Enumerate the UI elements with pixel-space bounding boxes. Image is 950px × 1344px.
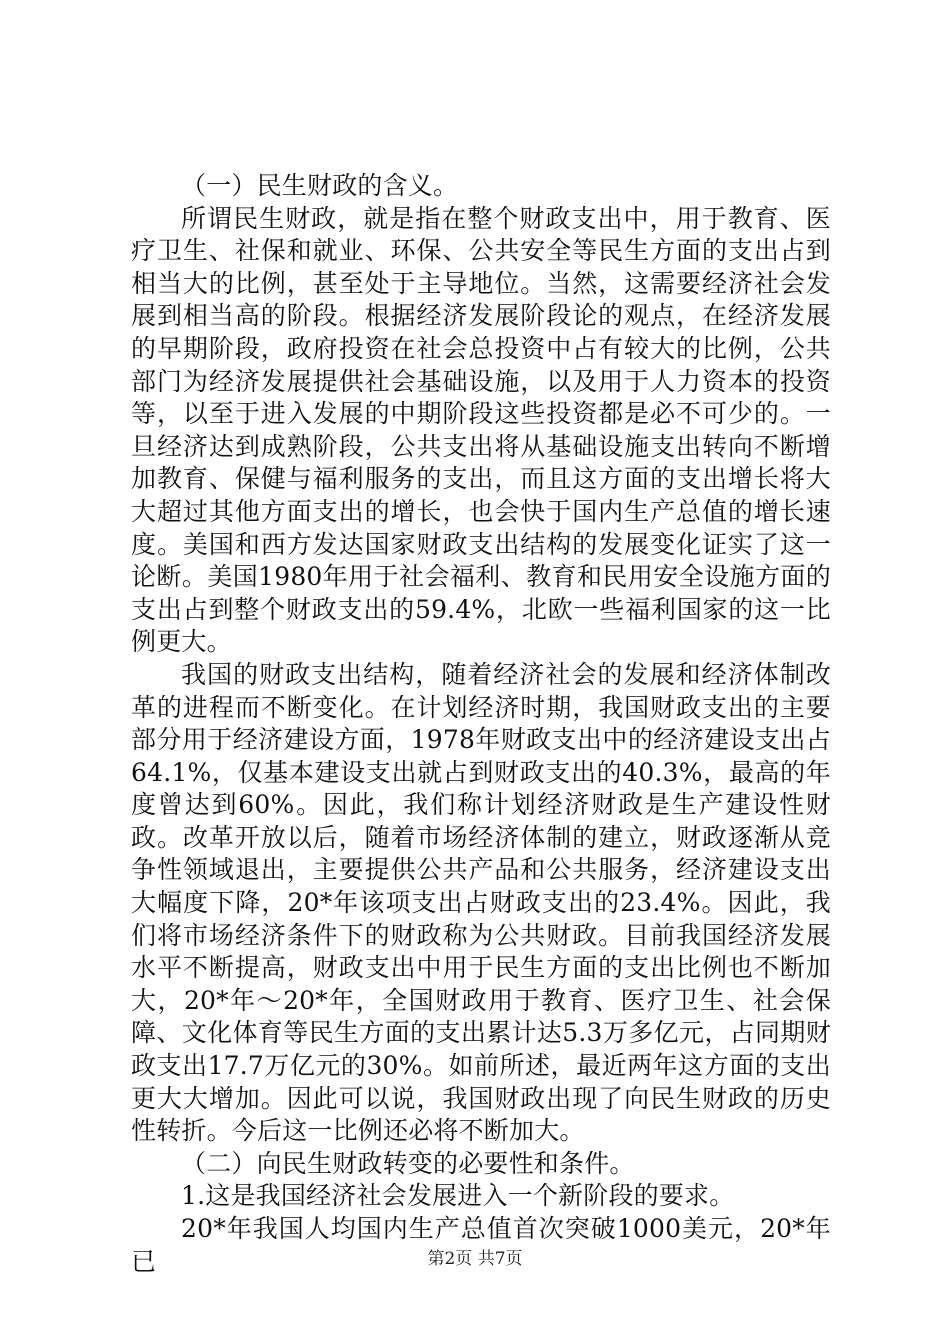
paragraph: 所谓民生财政，就是指在整个财政支出中，用于教育、医疗卫生、社保和就业、环保、公共安全等民生方面的支出占到相当大的比例，甚至处于主导地位。当然，这需要经济社会发展到相当高的阶段。根据经济发展阶段论的观点，在经济发展的早期阶段，政府投资在社会总投资中占有较大的比例，公共部门为经济发展提供社会基础设施，以及用于人力资本的投资等，以至于进入发展的中期阶段这些投资都是必不可少的。一旦经济达到成熟阶段，公共支出将从基础设施支出转向不断增加教育、保健与福利服务的支出，而且这方面的支出增长将大大超过其他方面支出的增长，也会快于国内生产总值的增长速度。美国和西方发达国家财政支出结构的发展变化证实了这一论断。美国1980年用于社会福利、教育和民用安全设施方面的支出占到整个财政支出的59.4%，北欧一些福利国家的这一比例更大。 [131, 203, 831, 657]
section-heading-2: （二）向民生财政转变的必要性和条件。 [181, 1148, 635, 1178]
page-number-footer: 第2页 共7页 [427, 1249, 523, 1269]
document-body [131, 170, 831, 1278]
numbered-heading: 1.这是我国经济社会发展进入一个新阶段的要求。 [181, 1181, 735, 1211]
paragraph: 20*年我国人均国内生产总值首次突破1000美元，20*年已 [131, 1214, 831, 1276]
paragraph: 我国的财政支出结构，随着经济社会的发展和经济体制改革的进程而不断变化。在计划经济时期，我国财政支出的主要部分用于经济建设方面，1978年财政支出中的经济建设支出占64.1%，仅基本建设支出就占到财政支出的40.3%，最高的年度曾达到60%。因此，我们称计划经济财政是生产建设性财政。改革开放以后，随着市场经济体制的建立，财政逐渐从竞争性领域退出，主要提供公共产品和公共服务，经济建设支出大幅度下降，20*年该项支出占财政支出的23.4%。因此，我们将市场经济条件下的财政称为公共财政。目前我国经济发展水平不断提高，财政支出中用于民生方面的支出比例也不断加大，20*年～20*年，全国财政用于教育、医疗卫生、社会保障、文化体育等民生方面的支出累计达5.3万多亿元，占同期财政支出17.7万亿元的30%。如前所述，最近两年这方面的支出更大大增加。因此可以说，我国财政出现了向民生财政的历史性转折。今后这一比例还必将不断加大。 [131, 659, 831, 1146]
section-heading-1: （一）民生财政的含义。 [181, 171, 459, 200]
